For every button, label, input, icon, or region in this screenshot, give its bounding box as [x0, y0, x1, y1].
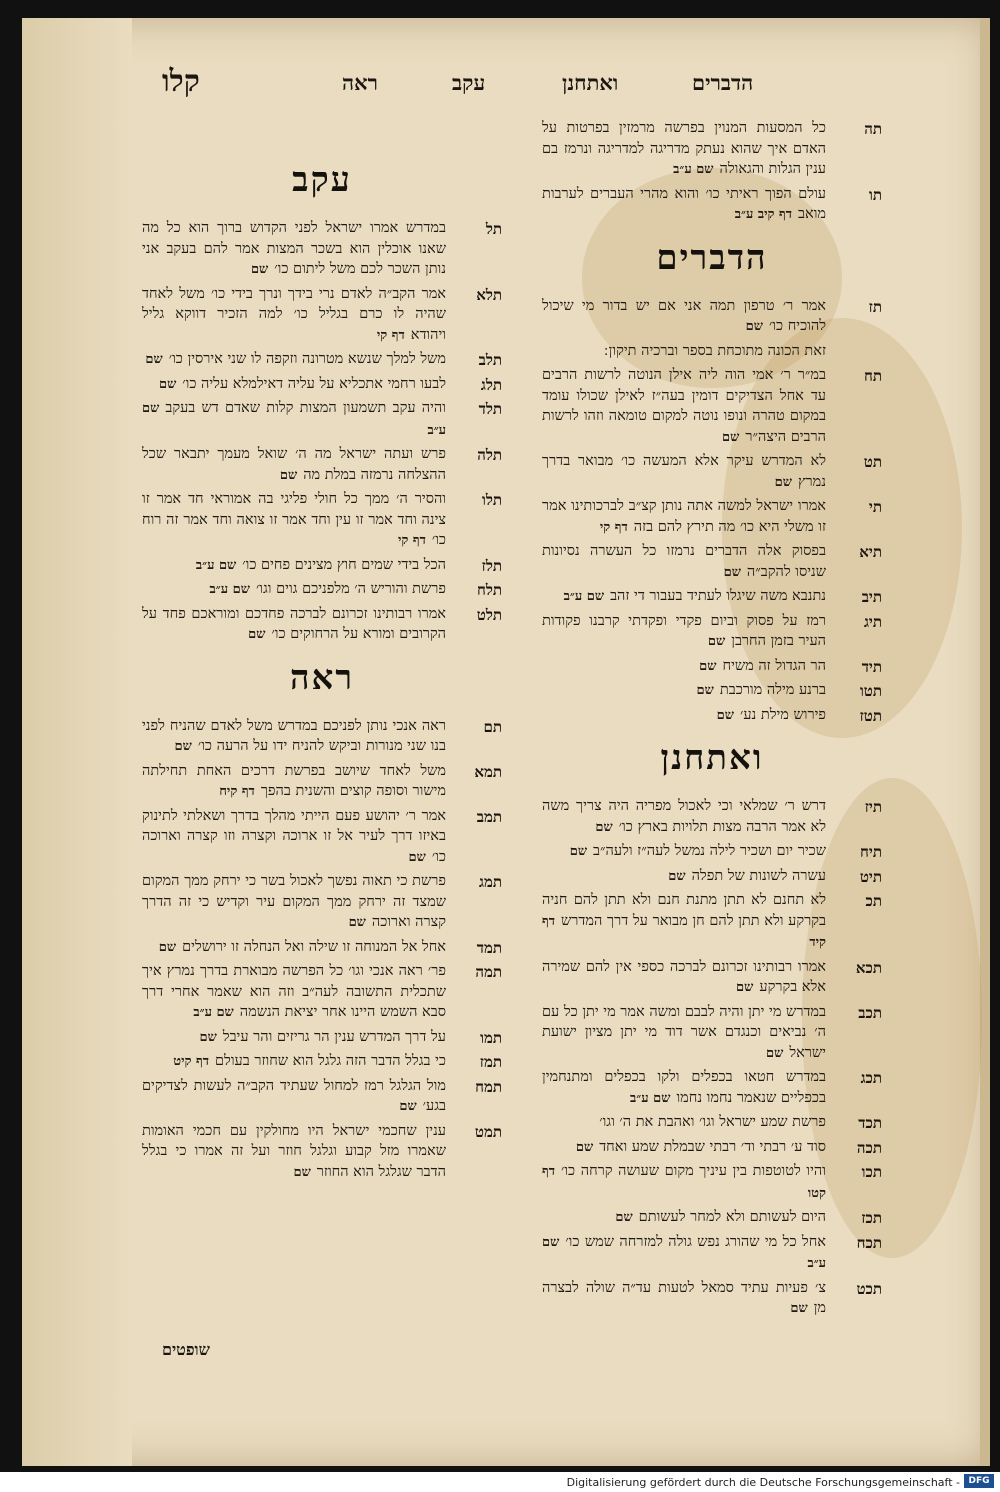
- entry-number: תטו: [859, 682, 882, 700]
- index-entry: [542, 656, 882, 678]
- entry-text: [542, 1002, 826, 1065]
- entry-content: מול הגלגל רמז למחול שעתיד הקב״ה לעשות לצדיקים בגע׳: [142, 1077, 446, 1114]
- index-entry: [142, 398, 502, 441]
- entry-text: [542, 1137, 826, 1159]
- index-entry: [542, 866, 882, 888]
- entry-reference: שם: [158, 376, 177, 392]
- entry-reference: שם: [199, 1029, 217, 1045]
- entry-reference: שם: [774, 474, 792, 490]
- entry-number: תמג: [479, 873, 502, 891]
- entry-number: תלג: [480, 375, 502, 394]
- entry-text: [542, 1161, 826, 1204]
- index-entry: [542, 957, 882, 999]
- entry-reference: שם: [575, 1139, 594, 1155]
- entry-text: [542, 705, 826, 727]
- entry-text: [142, 489, 446, 552]
- entry-number: תז: [868, 297, 882, 316]
- index-entry: [142, 579, 502, 601]
- entry-text: [142, 555, 446, 577]
- entry-content: משל למלך שנשא מטרונה וזקפה לו שני אירסין כו׳: [168, 351, 446, 367]
- index-entry: [142, 604, 502, 646]
- entry-reference: שם: [745, 319, 763, 334]
- entry-reference: שם: [722, 429, 740, 445]
- entry-reference: שם: [765, 1045, 784, 1061]
- entry-number: תכח: [856, 1233, 882, 1252]
- index-entry: [142, 716, 502, 758]
- entry-reference: שם ע״ב: [195, 557, 237, 573]
- entry-number: תמז: [479, 1053, 502, 1071]
- entry-text: [542, 680, 826, 702]
- entry-reference: שם: [348, 915, 366, 930]
- footer-text: Digitalisierung gefördert durch die Deutsche Forschungsgemeinschaft -: [566, 1476, 960, 1489]
- entry-reference: שם: [250, 262, 269, 277]
- entry-number: תמה: [475, 963, 502, 981]
- entry-text: [542, 796, 826, 838]
- index-entry: [542, 1067, 882, 1109]
- entry-number: תכו: [861, 1163, 882, 1181]
- index-entry: [542, 841, 882, 863]
- entry-content: והיו לטוטפות בין עיניך מקום שעושה קרחה כו׳: [561, 1163, 826, 1179]
- entry-text: [542, 957, 826, 999]
- index-entry: [542, 680, 882, 702]
- entry-reference: שם ע״ב: [209, 582, 250, 597]
- entry-reference: שם: [716, 707, 734, 723]
- entry-text: [142, 1076, 446, 1118]
- entry-text: [142, 761, 446, 803]
- entry-text: [142, 1027, 446, 1049]
- entry-number: תח: [863, 367, 882, 385]
- entry-content: נתנבא משה שיגלו לעתיד בעבור די זהב: [610, 588, 826, 604]
- entry-content: אמרו ישראל למשה אתה נותן קצ״ב לברכותינו אמר זו משלי היא כו׳ מה תירץ להם בזה: [542, 498, 826, 535]
- index-entry: [542, 451, 882, 493]
- left-column: [142, 148, 502, 1186]
- entry-text: [542, 451, 826, 493]
- index-entry: [542, 586, 882, 608]
- entry-content: פר׳ ראה אנכי וגו׳ כל הפרשה מבוארת בדרך נמרץ איך שתכלית התשובה לעה״ב וזה הוא שאמר אחרי דרך סבא השמש היינו אחר יציאת הנשמה: [142, 963, 446, 1020]
- entry-content: אמר ר׳ יהושע פעם הייתי מהלך בדרך ושאלתי לתינוק באיזו דרך לעיר אל זו ארוכה וקצרה וזו קצרה וארוכה כו׳: [142, 807, 446, 865]
- entry-content: פרשת כי תאוה נפשך לאכול בשר כי ירחק ממך המקום שמצד זה ירחק ממך המקום עיר וקדיש כי זה הדרך קצרה וארוכה: [142, 873, 446, 930]
- entry-reference: שם ע״ב: [193, 1005, 234, 1020]
- index-entry: [542, 296, 882, 338]
- entry-content: ענין שחכמי ישראל היו מחולקין עם חכמי האומות שאמרו מזל קבוע וגלגל חוזר ועל זה אמרו כי בגלל הדבר שגלגל הוא החוזר: [142, 1122, 446, 1180]
- entry-reference: דף קי: [376, 327, 405, 343]
- section-title: הדברים: [656, 237, 768, 278]
- entry-content: הכל בידי שמים חוץ מצינים פחים כו׳: [242, 556, 446, 573]
- entry-number: תלב: [478, 351, 502, 369]
- entry-content: עולם הפוך ראיתי כו׳ והוא מהרי העברים לערבות מואב: [542, 185, 826, 222]
- entry-text: [542, 656, 826, 678]
- entry-content: במדרש חטאו בכפלים ולקו בכפלים ומתנחמין בכפליים שנאמר נחמו נחמו: [542, 1069, 826, 1106]
- index-entry: [142, 1076, 502, 1118]
- entry-number: תם: [483, 717, 502, 736]
- entry-content: כי בגלל הדבר הזה גלגל הוא שחוזר בעולם: [215, 1053, 446, 1069]
- catchword: שופטים: [162, 1340, 210, 1359]
- entry-reference: שם ע״ב: [630, 1090, 671, 1106]
- entry-content: אחל כל מי שהורג נפש גולה למזרחה שמש כו׳: [565, 1233, 826, 1250]
- entry-number: תיט: [859, 867, 882, 886]
- entry-content: משל לאחד שיושב בפרשת דרכים האחת תחילתה מישור וסופה קוצים והשנית בהפך: [142, 762, 446, 799]
- entry-content: לא המדרש עיקר אלא המעשה כו׳ מבואר בדרך נמרץ: [542, 453, 826, 490]
- entry-reference: דף קיט: [173, 1054, 209, 1069]
- section-title: ראה: [289, 657, 355, 698]
- entry-number: תלא: [476, 285, 502, 304]
- entry-text: [142, 374, 446, 396]
- entry-reference: שם: [145, 352, 163, 367]
- entry-content: במ״ר ר׳ אמי הוה ליה אילן הנוטה לרשות הרבים עד אחל הצדיקים דומין בעה״ז לאילן שכולו עומד במקום טהרה ונופו נוטה למקום טומאה וזהו לרשות הרבים היצה״ר: [542, 367, 826, 445]
- entry-number: תמט: [474, 1122, 502, 1141]
- entry-reference: שם: [399, 1099, 417, 1114]
- entry-content: זאת הכונה מתוכחת בספר וברכיה תיקון ׃: [604, 342, 826, 359]
- entry-number: תיב: [861, 588, 882, 606]
- entry-content: בפסוק אלה הדברים נרמזו כל העשרה נסיונות שניסו להקב״ה: [542, 543, 826, 580]
- entry-number: תכ: [865, 892, 882, 910]
- entry-content: לא תחנם לא תתן מתנת חנם ולא תתן להם חניה בקרקע ולא תתן להם חן מבואר על דרך המדרש: [542, 892, 826, 929]
- entry-text: [542, 841, 826, 863]
- entry-reference: שם: [279, 467, 298, 483]
- entry-reference: שם: [595, 819, 613, 835]
- entry-content: פרש ועתה ישראל מה ה׳ שואל מעמך יתבאר שכל ההצלחה נרמזה במלת מה: [142, 446, 446, 483]
- entry-content: והיה עקב תשמעון המצות קלות שאדם דש בעקב: [165, 400, 446, 416]
- entry-reference: שם: [736, 980, 754, 995]
- entry-content: במדרש מי יתן והיה לבבם ומשה אמר מי יתן כל עם ה׳ נביאים וכנגדם אשר דוד מי יתן מציון ישועת ישראל: [542, 1003, 826, 1061]
- entry-text: [142, 444, 446, 486]
- entry-number: תל: [485, 220, 502, 238]
- entry-reference: שם: [569, 844, 588, 859]
- entry-number: תכה: [856, 1138, 882, 1157]
- index-entry: [542, 1002, 882, 1065]
- index-entry: [142, 871, 502, 934]
- entry-reference: דף קי: [599, 519, 628, 535]
- entry-text: [142, 1121, 446, 1184]
- dfg-logo: DFG: [964, 1474, 994, 1488]
- entry-text: [142, 1051, 446, 1073]
- entry-content: דרש ר׳ שמלאי וכי לאכול מפריה היה צריך משה לא אמר הרבה מצות תלויות בארץ כו׳: [542, 798, 826, 835]
- entry-content: כל המסעות המנוין בפרשה מרמזין בפרטות על האדם איך שהוא נעתק מדריגה למדריגה ונרמז בם ענין הגלות והגאולה: [542, 120, 826, 177]
- header-title: ואתחנן: [562, 70, 619, 95]
- entry-text: [542, 296, 826, 338]
- entry-reference: שם: [790, 1301, 808, 1316]
- entry-text: [542, 341, 826, 363]
- entry-content: לבעו רחמי אתכליא על עליה דאילמלא עליה כו׳: [182, 375, 446, 392]
- entry-content: פירוש מילת נע׳: [739, 706, 826, 723]
- entry-reference: שם: [668, 868, 686, 884]
- entry-content: אמר ר׳ טרפון תמה אני אם יש בדור מי שיכול להוכיח כו׳: [542, 297, 826, 334]
- entry-text: [142, 604, 446, 646]
- entry-number: תמא: [474, 762, 502, 781]
- entry-text: [542, 184, 826, 226]
- index-entry: [542, 1207, 882, 1229]
- page-gutter: [22, 18, 132, 1466]
- entry-text: [142, 937, 446, 959]
- entry-text: [542, 541, 826, 583]
- entry-content: ברנע מילה מורכבת: [719, 682, 826, 698]
- entry-text: [142, 871, 446, 934]
- index-entry: [542, 184, 882, 226]
- index-entry: [142, 489, 502, 552]
- entry-number: תיג: [863, 612, 882, 631]
- index-entry: [142, 374, 502, 396]
- index-entry: [542, 496, 882, 538]
- entry-content: סוד ע׳ רבתי וד׳ רבתי שבמלת שמע ואחד: [599, 1138, 826, 1155]
- entry-text: [542, 1207, 826, 1229]
- entry-reference: שם ע״ב: [673, 162, 714, 177]
- index-entry: [142, 961, 502, 1024]
- entry-number: תלו: [481, 491, 502, 509]
- section-title: עקב: [292, 160, 352, 200]
- entry-text: [142, 398, 446, 441]
- index-entry: [142, 806, 502, 869]
- index-entry: [542, 611, 882, 653]
- entry-reference: שם: [408, 849, 426, 865]
- entry-number: תיז: [864, 798, 882, 816]
- entry-content: אמר הקב״ה לאדם נרי בידך ונרך בידי כו׳ משל לאחד שהיה לו כרם בגליל כו׳ למה הזכיר דווקא גליל ויהודא: [142, 285, 446, 343]
- index-entry: [142, 761, 502, 803]
- entry-text: [142, 716, 446, 758]
- index-entry: [542, 1278, 882, 1320]
- entry-text: [542, 1278, 826, 1320]
- entry-text: [542, 586, 826, 608]
- index-entry: [542, 365, 882, 448]
- right-column: [542, 118, 882, 1323]
- header-title: עקב: [452, 70, 486, 95]
- index-entry: [542, 541, 882, 583]
- entry-number: תמח: [475, 1077, 502, 1096]
- entry-reference: שם: [158, 939, 177, 955]
- entry-text: [542, 866, 826, 888]
- index-entry: [542, 1137, 882, 1159]
- entry-reference: שם: [723, 564, 741, 580]
- entry-number: תכב: [858, 1003, 882, 1022]
- index-entry: [142, 555, 502, 577]
- entry-number: תי: [868, 498, 882, 516]
- entry-reference: שם ע״ב: [563, 589, 605, 604]
- entry-content: הר הגדול זה משיח: [722, 657, 826, 674]
- entry-number: תיח: [860, 843, 882, 861]
- index-entry: [142, 1027, 502, 1049]
- entry-reference: שם: [174, 739, 192, 754]
- digitization-footer: [0, 1472, 1000, 1492]
- entry-content: ראה אנכי נותן לפניכם במדרש משל לאדם שהניח לפני בנו שני מנורות וביקש להניח ידו על הרעה כו׳: [142, 717, 446, 754]
- entry-number: תמב: [476, 807, 502, 826]
- index-entry: [142, 218, 502, 281]
- index-entry: [542, 118, 882, 181]
- entry-number: תו: [869, 185, 882, 204]
- index-entry: [542, 341, 882, 363]
- index-entry: [542, 705, 882, 727]
- header-title: הדברים: [692, 70, 754, 95]
- entry-number: תיא: [859, 543, 882, 561]
- entry-number: תה: [864, 120, 882, 138]
- entry-content: היום לעשותם ולא למחר לעשותם: [638, 1209, 826, 1225]
- entry-text: [142, 349, 446, 371]
- entry-content: אמרו רבותינו זכרונם לברכה כספי אין להם שמירה אלא בקרקע: [542, 958, 826, 995]
- entry-text: [142, 961, 446, 1024]
- entry-number: תטז: [859, 706, 882, 725]
- entry-reference: דף קיד: [542, 913, 826, 950]
- book-page: [22, 18, 990, 1466]
- entry-number: תכג: [860, 1069, 882, 1087]
- entry-content: צ׳ פעיות עתיד סמאל לטעות עד״ה שולה לבצרה מן: [542, 1279, 826, 1316]
- entry-reference: שם: [707, 634, 726, 649]
- index-entry: [542, 1112, 882, 1134]
- entry-content: שכיר יום ושכיר לילה נמשל לעה״ז ולעה״ב: [593, 843, 826, 859]
- index-entry: [142, 1121, 502, 1184]
- entry-reference: שם: [696, 683, 714, 698]
- running-header: [152, 64, 880, 116]
- entry-content: והסיר ה׳ ממך כל חולי פליגי בה אמוראי חד אמר זו צינה וחד אמר זו עין וחד אמר זו צואה וחד אמר זה רוח כו׳: [142, 491, 446, 548]
- header-title: ראה: [342, 70, 378, 95]
- entry-number: תלה: [477, 446, 502, 464]
- index-entry: [542, 1232, 882, 1275]
- section-title: ואתחנן: [660, 738, 764, 778]
- entry-content: פרשת והוריש ה׳ מלפניכם גוים וגו׳: [255, 581, 446, 597]
- entry-number: תכד: [858, 1114, 882, 1132]
- entry-number: תט: [863, 453, 882, 471]
- entry-reference: שם: [248, 627, 266, 642]
- entry-content: רמז על פסוק וביום פקדי ופקדתי קרבנו פקודות העיר בזמן החרבן: [542, 612, 826, 649]
- entry-text: [542, 1232, 826, 1275]
- entry-text: [142, 218, 446, 281]
- entry-number: תלד: [478, 400, 502, 418]
- entry-reference: שם ע״ב: [542, 1234, 826, 1271]
- entry-reference: דף קטו: [542, 1164, 826, 1201]
- entry-content: עשרה לשונות של תפלה: [691, 867, 826, 884]
- index-entry: [142, 937, 502, 959]
- entry-reference: דף קי: [397, 533, 426, 548]
- index-entry: [542, 1161, 882, 1204]
- page-edge: [980, 18, 990, 1466]
- entry-content: אחל אל המנוחה זו שילה ואל הנחלה זו ירושלים: [182, 938, 446, 955]
- entry-content: במדרש אמרו ישראל לפני הקדוש ברוך הוא כל מה שאנו אוכלין הוא בשכר המצות אמר להם בעקב אני נותן השכר לכם משל ליתום כו׳: [142, 220, 446, 277]
- entry-number: תמד: [476, 938, 502, 957]
- index-entry: [142, 284, 502, 347]
- entry-content: אמרו רבותינו זכרונם לברכה פחדכם ומוראכם פחד על הקרובים ומורא על הרחוקים כו׳: [142, 605, 446, 642]
- entry-number: תכא: [855, 958, 882, 977]
- entry-number: תלח: [476, 581, 502, 599]
- entry-reference: דף קיח: [219, 784, 255, 799]
- entry-text: [142, 284, 446, 347]
- index-entry: [542, 796, 882, 838]
- index-entry: [142, 444, 502, 486]
- entry-number: תלט: [476, 605, 502, 624]
- entry-number: תלז: [481, 556, 502, 575]
- entry-number: תמו: [480, 1028, 502, 1047]
- entry-text: [542, 1112, 826, 1134]
- entry-reference: שם: [699, 658, 717, 674]
- index-entry: [142, 349, 502, 371]
- entry-reference: שם ע״ב: [142, 401, 446, 438]
- entry-content: על דרך המדרש ענין הר גריזים והר עיבל: [222, 1028, 446, 1045]
- entry-reference: שם: [615, 1210, 633, 1225]
- entry-number: תיד: [861, 657, 882, 676]
- entry-text: [142, 806, 446, 869]
- index-entry: [142, 1051, 502, 1073]
- page-number: קלו: [162, 64, 200, 99]
- entry-reference: דף קיב ע״ב: [734, 207, 792, 222]
- entry-content: פרשת שמע ישראל וגו׳ ואהבת את ה׳ וגו׳: [599, 1114, 826, 1130]
- entry-text: [542, 365, 826, 448]
- entry-text: [542, 890, 826, 954]
- entry-number: תכז: [861, 1209, 882, 1227]
- entry-number: [826, 341, 882, 343]
- entry-number: תכט: [856, 1279, 882, 1298]
- entry-text: [542, 1067, 826, 1109]
- index-entry: [542, 890, 882, 954]
- entry-text: [542, 611, 826, 653]
- entry-reference: שם: [293, 1164, 311, 1180]
- entry-text: [542, 118, 826, 181]
- entry-text: [142, 579, 446, 601]
- entry-text: [542, 496, 826, 538]
